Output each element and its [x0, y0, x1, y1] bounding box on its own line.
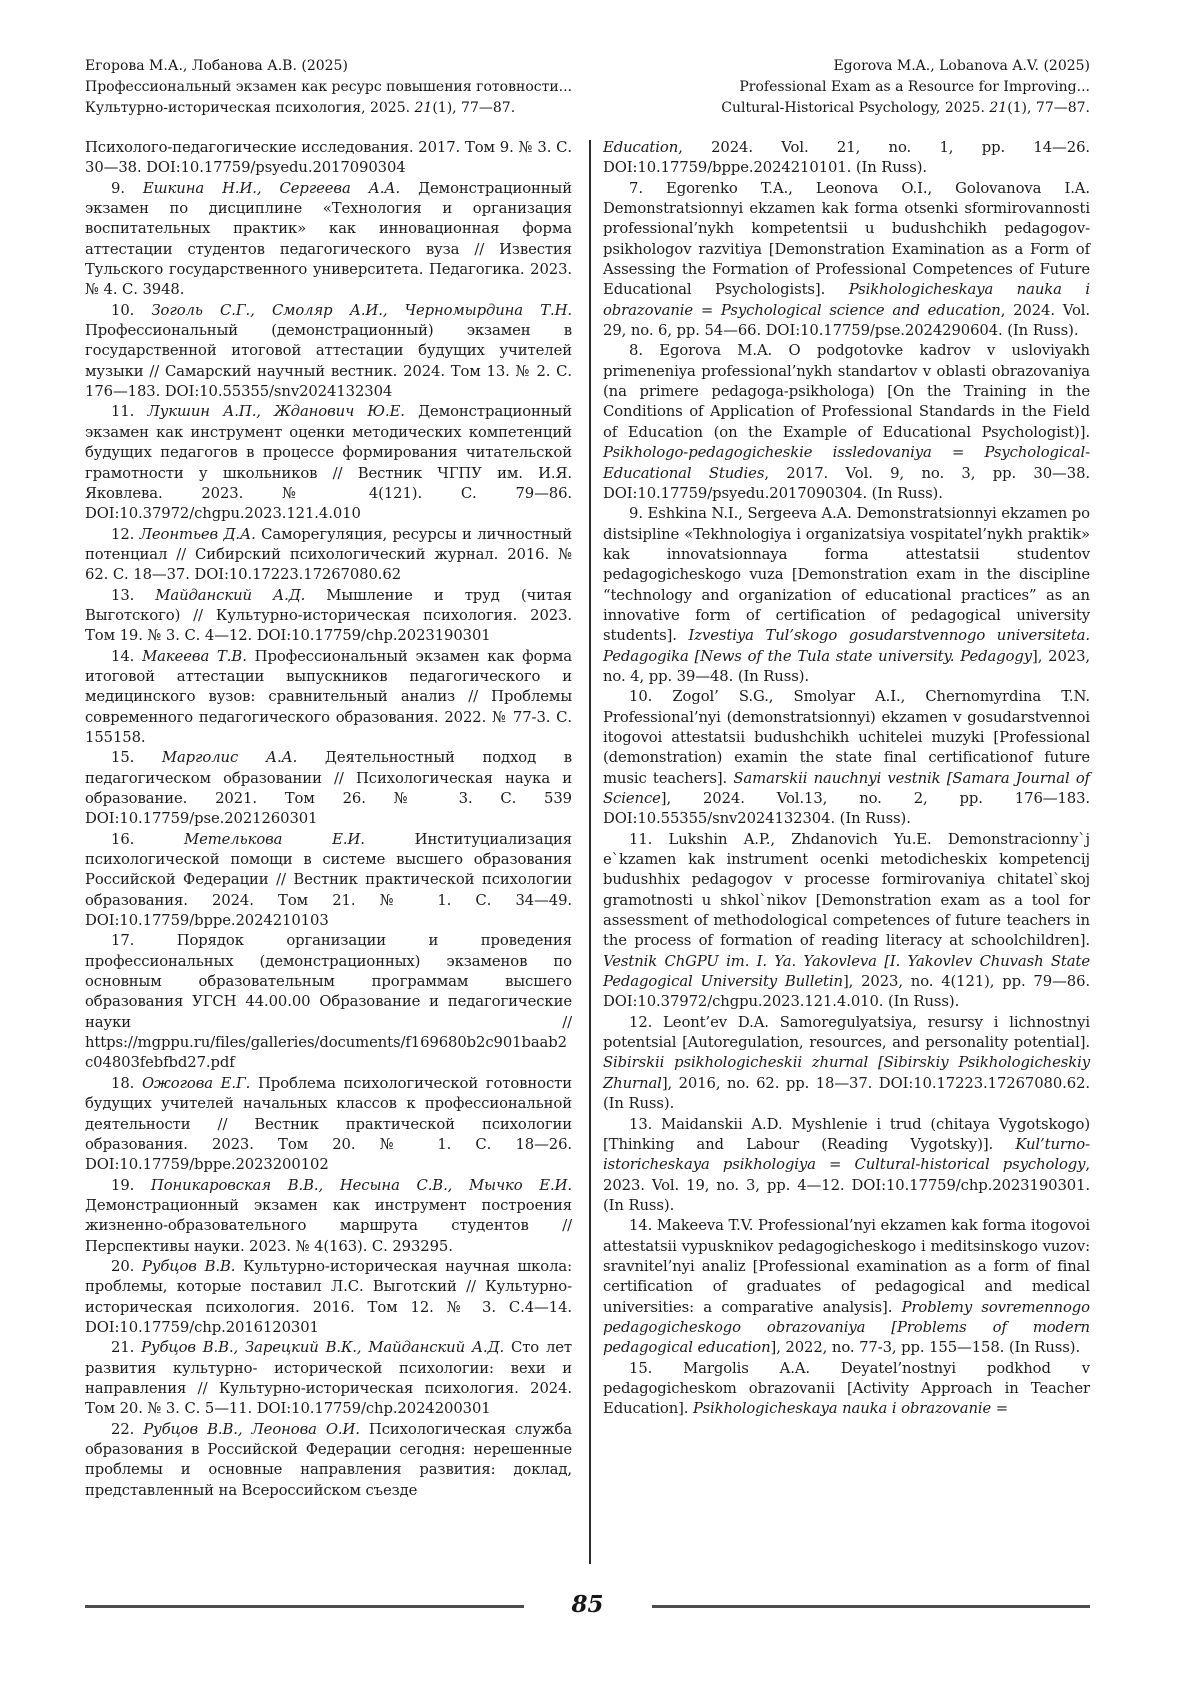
reference-item: 13. Майданский А.Д. Мышление и труд (читая Выготского) // Культурно-историческая психология. 2023. Том 19. № 3. С. 4—12. DOI:10.17759/chp.2023190301: [85, 586, 572, 645]
page-footer: [85, 1593, 1090, 1620]
reference-item: 14. Makeeva T.V. Professional’nyi ekzamen kak forma itogovoi attestatsii vypusknikov pedagogicheskogo i meditsinskogo vuzov: sravnitel’nyi analiz [Professional examination as a form of final certification of graduates of pedagogical and medical universities: a comparative analysis]. Problemy sovremennogo pedagogicheskogo obrazovaniya [Problems of modern pedagogical education], 2022, no. 77-3, pp. 155—158. (In Russ).: [603, 1217, 1090, 1357]
reference-item: 9. Ешкина Н.И., Сергеева А.А. Демонстрационный экзамен по дисциплине «Технология и организация воспитательных практик» как инновационная форма аттестации студентов педагогического вуза // Известия Тульского государственного университета. Педагогика. 2023. № 4. С. 3948.: [85, 179, 572, 299]
reference-list: [85, 138, 1090, 1501]
footer-rule-right: [652, 1605, 1091, 1608]
running-head-authors-ru: Егорова М.А., Лобанова А.В. (2025): [85, 58, 348, 74]
reference-item: 15. Марголис А.А. Деятельностный подход в педагогическом образовании // Психологическая наука и образование. 2021. Том 26. № 3. С. 539 DOI:10.17759/pse.2021260301: [85, 749, 572, 828]
reference-item: 13. Maidanskii A.D. Myshlenie i trud (chitaya Vygotskogo) [Thinking and Labour (Reading Vygotsky)]. Kul’turno-istoricheskaya psikhologiya = Cultural-historical psychology, 2023. Vol. 19, no. 3, pp. 4—12. DOI:10.17759/chp.2023190301. (In Russ).: [603, 1115, 1090, 1214]
running-head: [85, 56, 1090, 119]
reference-item: 22. Рубцов В.В., Леонова О.И. Психологическая служба образования в Российской Федерации сегодня: нерешенные проблемы и основные направления развития: доклад, представленный на Всероссийском съезде: [85, 1420, 572, 1499]
reference-item: 11. Lukshin A.P., Zhdanovich Yu.E. Demonstracionny`j e`kzamen kak instrument ocenki metodicheskix kompetencij budushhix pedagogov v processe formirovaniya chitatel`skoj gramotnosti u shkol`nikov [Demonstration exam as a tool for assessment of methodological competences of future teachers in the process of formation of reading literacy at schoolchildren]. Vestnik ChGPU im. I. Ya. Yakovleva [I. Yakovlev Chuvash State Pedagogical University Bulletin], 2023, no. 4(121), pp. 79—86. DOI:10.37972/chgpu.2023.121.4.010. (In Russ).: [603, 830, 1090, 1011]
running-head-journal-en: Cultural-Historical Psychology, 2025. 21(1), 77—87.: [721, 100, 1090, 116]
reference-item: 8. Egorova M.A. O podgotovke kadrov v usloviyakh primeneniya professional’nykh standartov v oblasti obrazovaniya (na primere pedagoga-psikhologa) [On the Training in the Conditions of Application of Professional Standards in the Field of Education (on the Example of Educational Psychologist)]. Psikhologo-pedagogicheskie issledovaniya = Psychological-Educational Studies, 2017. Vol. 9, no. 3, pp. 30—38. DOI:10.17759/psyedu.2017090304. (In Russ).: [603, 342, 1090, 502]
running-head-journal-ru: Культурно-историческая психология, 2025. 21(1), 77—87.: [85, 100, 516, 116]
reference-item: 20. Рубцов В.В. Культурно-историческая научная школа: проблемы, которые поставил Л.С. Выготский // Культурно-историческая психология. 2016. Том 12. № 3. С.4—14. DOI:10.17759/chp.2016120301: [85, 1257, 572, 1336]
running-head-title-en: Professional Exam as a Resource for Improving...: [739, 79, 1090, 95]
column-divider-rule: [589, 140, 591, 1564]
reference-item: Education, 2024. Vol. 21, no. 1, pp. 14—26. DOI:10.17759/bppe.2024210101. (In Russ).: [603, 139, 1090, 177]
reference-item: 16. Метелькова Е.И. Институциализация психологической помощи в системе высшего образования Российской Федерации // Вестник практической психологии образования. 2024. Том 21. № 1. С. 34—49. DOI:10.17759/bppe.2024210103: [85, 830, 572, 930]
running-head-left: [85, 56, 572, 119]
reference-item: 11. Лукшин А.П., Жданович Ю.Е. Демонстрационный экзамен как инструмент оценки методических компетенций будущих педагогов в процессе формирования читательской грамотности у школьников // Вестник ЧГПУ им. И.Я. Яковлева. 2023. № 4(121). С. 79—86. DOI:10.37972/chgpu.2023.121.4.010: [85, 403, 572, 523]
footer-rule-left: [85, 1605, 524, 1608]
running-head-title-ru: Профессиональный экзамен как ресурс повышения готовности...: [85, 79, 573, 95]
reference-item: Психолого-педагогические исследования. 2017. Том 9. № 3. С. 30—38. DOI:10.17759/psyedu.2017090304: [85, 139, 572, 177]
reference-item: 7. Egorenko T.A., Leonova O.I., Golovanova I.A. Demonstratsionnyi ekzamen kak forma otsenki sformirovannosti professional’nykh kompetentsii u budushchikh pedagogov-psikhologov razvitiya [Demonstration Examination as a Form of Assessing the Formation of Professional Competences of Future Educational Psychologists]. Psikhologicheskaya nauka i obrazovanie = Psychological science and education, 2024. Vol. 29, no. 6, pp. 54—66. DOI:10.17759/pse.2024290604. (In Russ).: [603, 179, 1090, 340]
reference-item: 17. Порядок организации и проведения профессиональных (демонстрационных) экзаменов по основным образовательным программам высшего образования УГСН 44.00.00 Образование и педагогические науки // https://mgppu.ru/files/galleries/documents/f169680b2c901baab2c04803febfbd27.pdf: [85, 932, 572, 1072]
reference-item: 12. Leont’ev D.A. Samoregulyatsiya, resursy i lichnostnyi potentsial [Autoregulation, resources, and personality potential]. Sibirskii psikhologicheskii zhurnal [Sibirskiy Psikhologicheskiy Zhurnal], 2016, no. 62. pp. 18—37. DOI:10.17223.17267080.62. (In Russ).: [603, 1013, 1090, 1113]
reference-item: 9. Eshkina N.I., Sergeeva A.A. Demonstratsionnyi ekzamen po distsipline «Tekhnologiya i organizatsiya vospitatel’nykh praktik» kak innovatsionnaya forma attestatsii studentov pedagogicheskogo vuza [Demonstration exam in the discipline “technology and organization of educational practices” as an innovative form of certification of pedagogical university students]. Izvestiya Tul’skogo gosudarstvennogo universiteta. Pedagogika [News of the Tula state university. Pedagogy], 2023, no. 4, pp. 39—48. (In Russ).: [603, 505, 1091, 685]
reference-item: 21. Рубцов В.В., Зарецкий В.К., Майданский А.Д. Сто лет развития культурно- исторической психологии: вехи и направления // Культурно-историческая психология. 2024. Том 20. № 3. С. 5—11. DOI:10.17759/chp.2024200301: [85, 1339, 572, 1418]
reference-item: 10. Зоголь С.Г., Смоляр А.И., Черномырдина Т.Н. Профессиональный (демонстрационный) экзамен в государственной итоговой аттестации будущих учителей музыки // Самарский научный вестник. 2024. Том 13. № 2. С. 176—183. DOI:10.55355/snv2024132304: [85, 301, 572, 401]
reference-item: 19. Поникаровская В.В., Несына С.В., Мычко Е.И. Демонстрационный экзамен как инструмент построения жизненно-образовательного маршрута студентов // Перспективы науки. 2023. № 4(163). С. 293295.: [85, 1176, 572, 1255]
reference-item: 18. Ожогова Е.Г. Проблема психологической готовности будущих учителей начальных классов к профессиональной деятельности // Вестник практической психологии образования. 2023. Том 20. № 1. С. 18—26. DOI:10.17759/bppe.2023200102: [85, 1074, 572, 1174]
reference-item: 15. Margolis A.A. Deyatel’nostnyi podkhod v pedagogicheskom obrazovanii [Activity Approach in Teacher Education]. Psikhologicheskaya nauka i obrazovanie =: [603, 1359, 1090, 1418]
reference-item: 14. Макеева Т.В. Профессиональный экзамен как форма итоговой аттестации выпускников педагогического и медицинского вузов: сравнительный анализ // Проблемы современного педагогического образования. 2022. № 77-3. С. 155158.: [85, 647, 572, 746]
running-head-right: [721, 56, 1090, 119]
reference-item: 12. Леонтьев Д.А. Саморегуляция, ресурсы и личностный потенциал // Сибирский психологический журнал. 2016. № 62. С. 18—37. DOI:10.17223.17267080.62: [85, 525, 572, 584]
reference-item: 10. Zogol’ S.G., Smolyar A.I., Chernomyrdina T.N. Professional’nyi (demonstratsionnyi) ekzamen v gosudarstvennoi itogovoi attestatsii budushchikh uchitelei muzyki [Professional (demonstration) examin the state final certificationof future music teachers]. Samarskii nauchnyi vestnik [Samara Journal of Science], 2024. Vol.13, no. 2, pp. 176—183. DOI:10.55355/snv2024132304. (In Russ).: [603, 688, 1091, 828]
references-column-right: [603, 138, 1090, 1501]
page-number: 85: [571, 1591, 604, 1618]
references-column-left: [85, 138, 572, 1501]
running-head-authors-en: Egorova M.A., Lobanova A.V. (2025): [833, 58, 1090, 74]
